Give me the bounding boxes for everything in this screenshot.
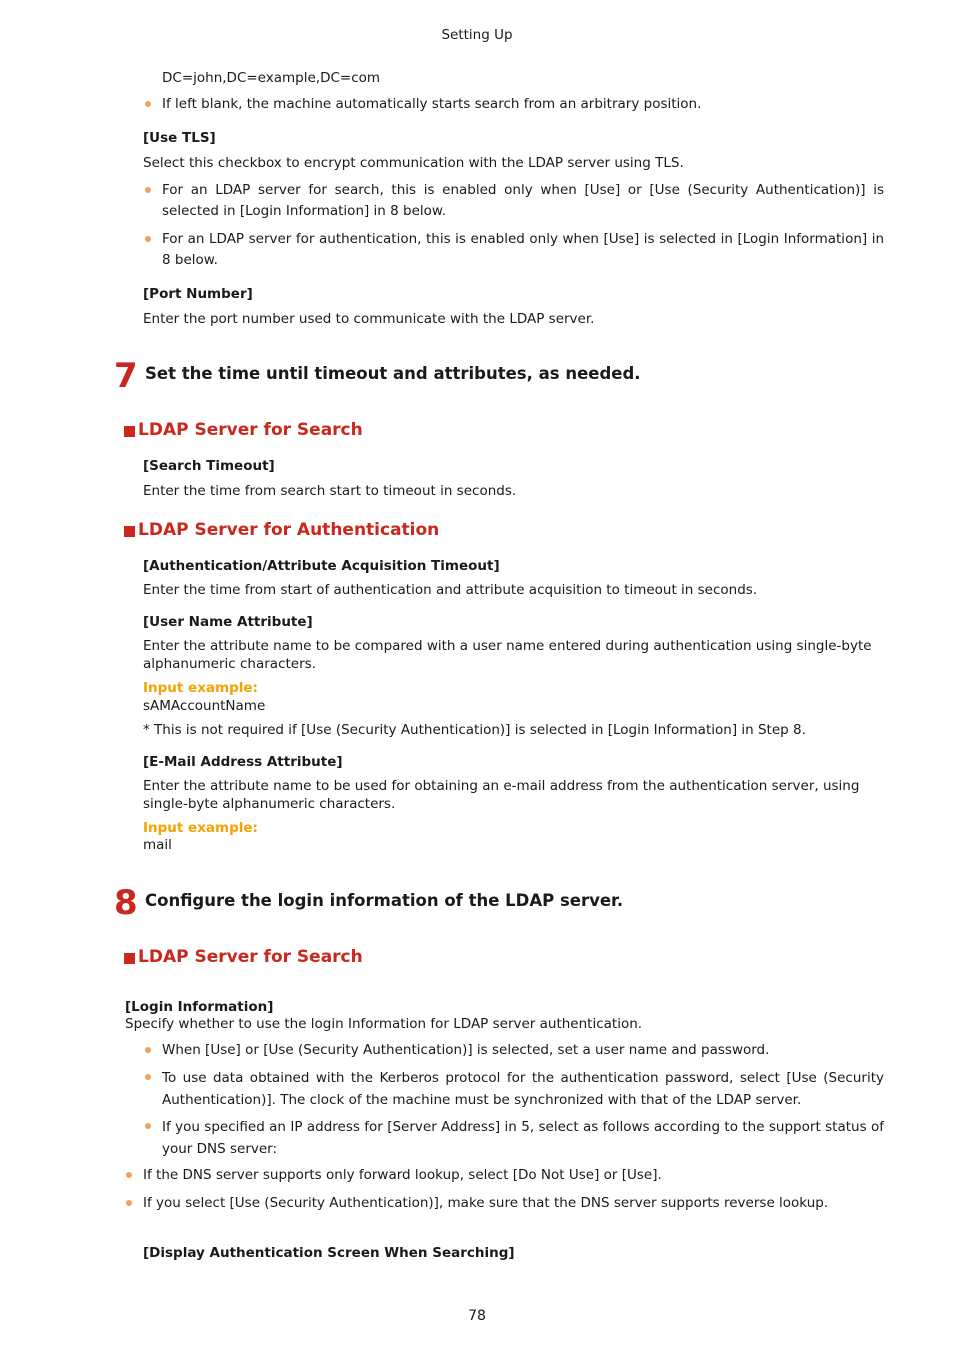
use-tls-desc: Select this checkbox to encrypt communication with the LDAP server using TLS. — [143, 155, 684, 171]
display-auth-screen-label: [Display Authentication Screen When Searching] — [143, 1245, 515, 1261]
acq-timeout-desc: Enter the time from start of authentication and attribute acquisition to timeout in seconds. — [143, 582, 758, 598]
blank-note: If left blank, the machine automatically starts search from an arbitrary position. — [162, 96, 702, 112]
step-7-number: 7 — [114, 356, 138, 396]
dns-sub-bullet-2: If you select [Use (Security Authentication)], make sure that the DNS server supports reverse lookup. — [143, 1195, 829, 1211]
user-input-example-value: sAMAccountName — [143, 698, 266, 714]
use-tls-bullet-2: For an LDAP server for authentication, this is enabled only when [Use] is selected in [Login Information] in 8 below. — [162, 231, 884, 268]
email-attr-desc-1: Enter the attribute name to be used for obtaining an e-mail address from the authentication server, using — [143, 778, 860, 794]
dns-sub-bullet-1: If the DNS server supports only forward lookup, select [Do Not Use] or [Use]. — [143, 1167, 662, 1183]
dn-example: DC=john,DC=example,DC=com — [162, 70, 381, 86]
user-input-example-label: Input example: — [143, 680, 258, 696]
bullet-dot — [145, 236, 151, 242]
use-tls-label: [Use TLS] — [143, 130, 216, 146]
bullet-dot — [145, 101, 151, 107]
user-name-attr-note: * This is not required if [Use (Security Authentication)] is selected in [Login Information] in Step 8. — [143, 722, 806, 738]
page-number: 78 — [468, 1308, 486, 1324]
step-7-title: Set the time until timeout and attributes, as needed. — [145, 364, 641, 383]
login-info-desc: Specify whether to use the login Information for LDAP server authentication. — [125, 1016, 643, 1032]
bullet-dot — [126, 1200, 132, 1206]
acq-timeout-label: [Authentication/Attribute Acquisition Timeout] — [143, 558, 500, 574]
bullet-dot — [145, 1123, 151, 1129]
login-info-label: [Login Information] — [125, 999, 274, 1015]
email-input-example-value: mail — [143, 837, 172, 853]
bullet-dot — [145, 1074, 151, 1080]
login-bullet-3: If you specified an IP address for [Server Address] in 5, select as follows according to the support status of your DNS server: — [162, 1119, 884, 1157]
bullet-dot — [145, 187, 151, 193]
step-8-title: Configure the login information of the LDAP server. — [145, 891, 624, 910]
user-name-attr-desc-1: Enter the attribute name to be compared with a user name entered during authentication using single-byte — [143, 638, 872, 654]
use-tls-bullet-1: For an LDAP server for search, this is enabled only when [Use] or [Use (Security Authentication)] is selected in [Login Information] in 8 below. — [162, 182, 884, 219]
search-timeout-desc: Enter the time from search start to timeout in seconds. — [143, 483, 517, 499]
section-marker-icon — [124, 526, 135, 537]
port-number-desc: Enter the port number used to communicate with the LDAP server. — [143, 311, 595, 327]
email-input-example-label: Input example: — [143, 820, 258, 836]
login-bullet-1: When [Use] or [Use (Security Authentication)] is selected, set a user name and password. — [162, 1042, 770, 1058]
user-name-attr-label: [User Name Attribute] — [143, 614, 313, 630]
step-8-number: 8 — [114, 883, 138, 923]
step-7-search-heading: LDAP Server for Search — [138, 420, 363, 440]
bullet-dot — [126, 1172, 132, 1178]
email-attr-label: [E-Mail Address Attribute] — [143, 754, 343, 770]
step-7-auth-heading: LDAP Server for Authentication — [138, 520, 440, 540]
port-number-label: [Port Number] — [143, 286, 253, 302]
section-marker-icon — [124, 953, 135, 964]
email-attr-desc-2: single-byte alphanumeric characters. — [143, 796, 396, 812]
step-8-search-heading: LDAP Server for Search — [138, 947, 363, 967]
login-bullet-2: To use data obtained with the Kerberos protocol for the authentication password, select [Use (Security Authentication)]. The clock of the machine must be synchronized with that of the LDAP server. — [162, 1070, 884, 1108]
bullet-dot — [145, 1047, 151, 1053]
user-name-attr-desc-2: alphanumeric characters. — [143, 656, 316, 672]
page-header-title: Setting Up — [441, 27, 513, 43]
section-marker-icon — [124, 426, 135, 437]
search-timeout-label: [Search Timeout] — [143, 458, 275, 474]
